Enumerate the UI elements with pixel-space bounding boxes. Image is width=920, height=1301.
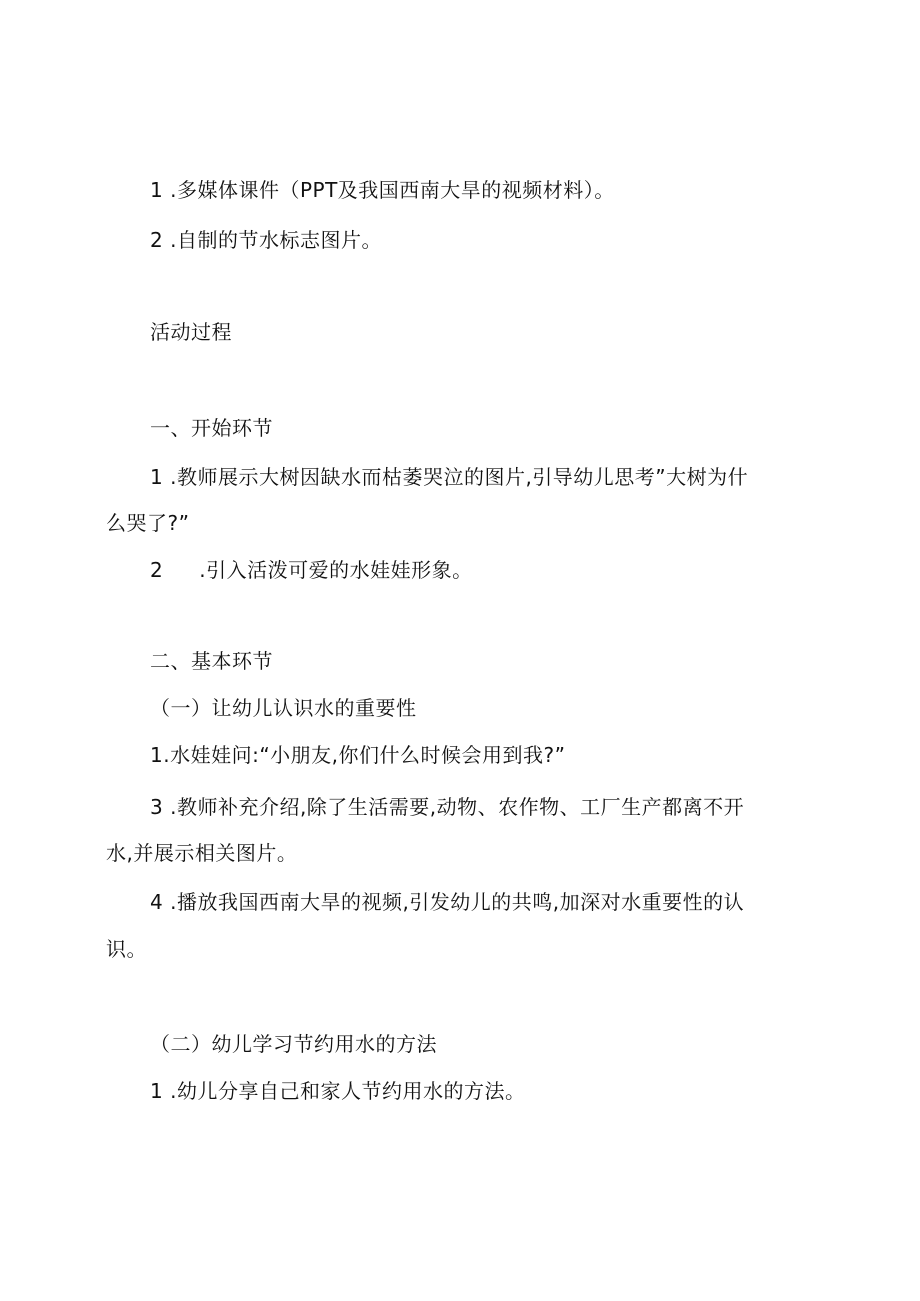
subsection-1-item-4: [150, 888, 744, 916]
item-text: .播放我国西南大旱的视频,引发幼儿的共鸣,加深对水重要性的认: [163, 890, 745, 914]
item-text: .幼儿分享自己和家人节约用水的方法。: [163, 1079, 526, 1103]
item-text: .自制的节水标志图片。: [163, 228, 382, 252]
section-1-item-1: [150, 463, 748, 491]
item-number: 1: [150, 465, 164, 489]
section-1-heading: 一、开始环节: [150, 416, 273, 440]
section-2-heading: 二、基本环节: [150, 649, 273, 673]
process-heading: 活动过程: [150, 320, 232, 344]
item-number: 4: [150, 890, 164, 914]
material-item-2: [150, 226, 382, 254]
subsection-1-heading: （一）让幼儿认识水的重要性: [150, 696, 417, 720]
subsection-2-item-1: [150, 1077, 525, 1105]
item-text: .教师补充介绍,除了生活需要,动物、农作物、工厂生产都离不开: [163, 795, 745, 819]
material-item-1: [150, 176, 615, 204]
item-text: .引入活泼可爱的水娃娃形象。: [199, 558, 473, 582]
item-number: 1: [150, 178, 164, 202]
subsection-1-item-1: 1.水娃娃问:“小朋友,你们什么时候会用到我?”: [150, 743, 566, 767]
subsection-1-item-3-continued: 水,并展示相关图片。: [106, 841, 298, 865]
section-1-item-2: [150, 556, 473, 584]
item-number: 2: [150, 228, 164, 252]
item-number: 2: [150, 558, 164, 582]
item-number: 3: [150, 795, 164, 819]
subsection-2-heading: （二）幼儿学习节约用水的方法: [150, 1032, 437, 1056]
section-1-item-1-continued: 么哭了?”: [106, 511, 190, 535]
item-number: 1: [150, 1079, 164, 1103]
item-text: .教师展示大树因缺水而枯萎哭泣的图片,引导幼儿思考”大树为什: [163, 465, 749, 489]
subsection-1-item-4-continued: 识。: [106, 937, 147, 961]
subsection-1-item-3: [150, 793, 744, 821]
item-text: .多媒体课件（PPT及我国西南大旱的视频材料）。: [163, 178, 615, 202]
